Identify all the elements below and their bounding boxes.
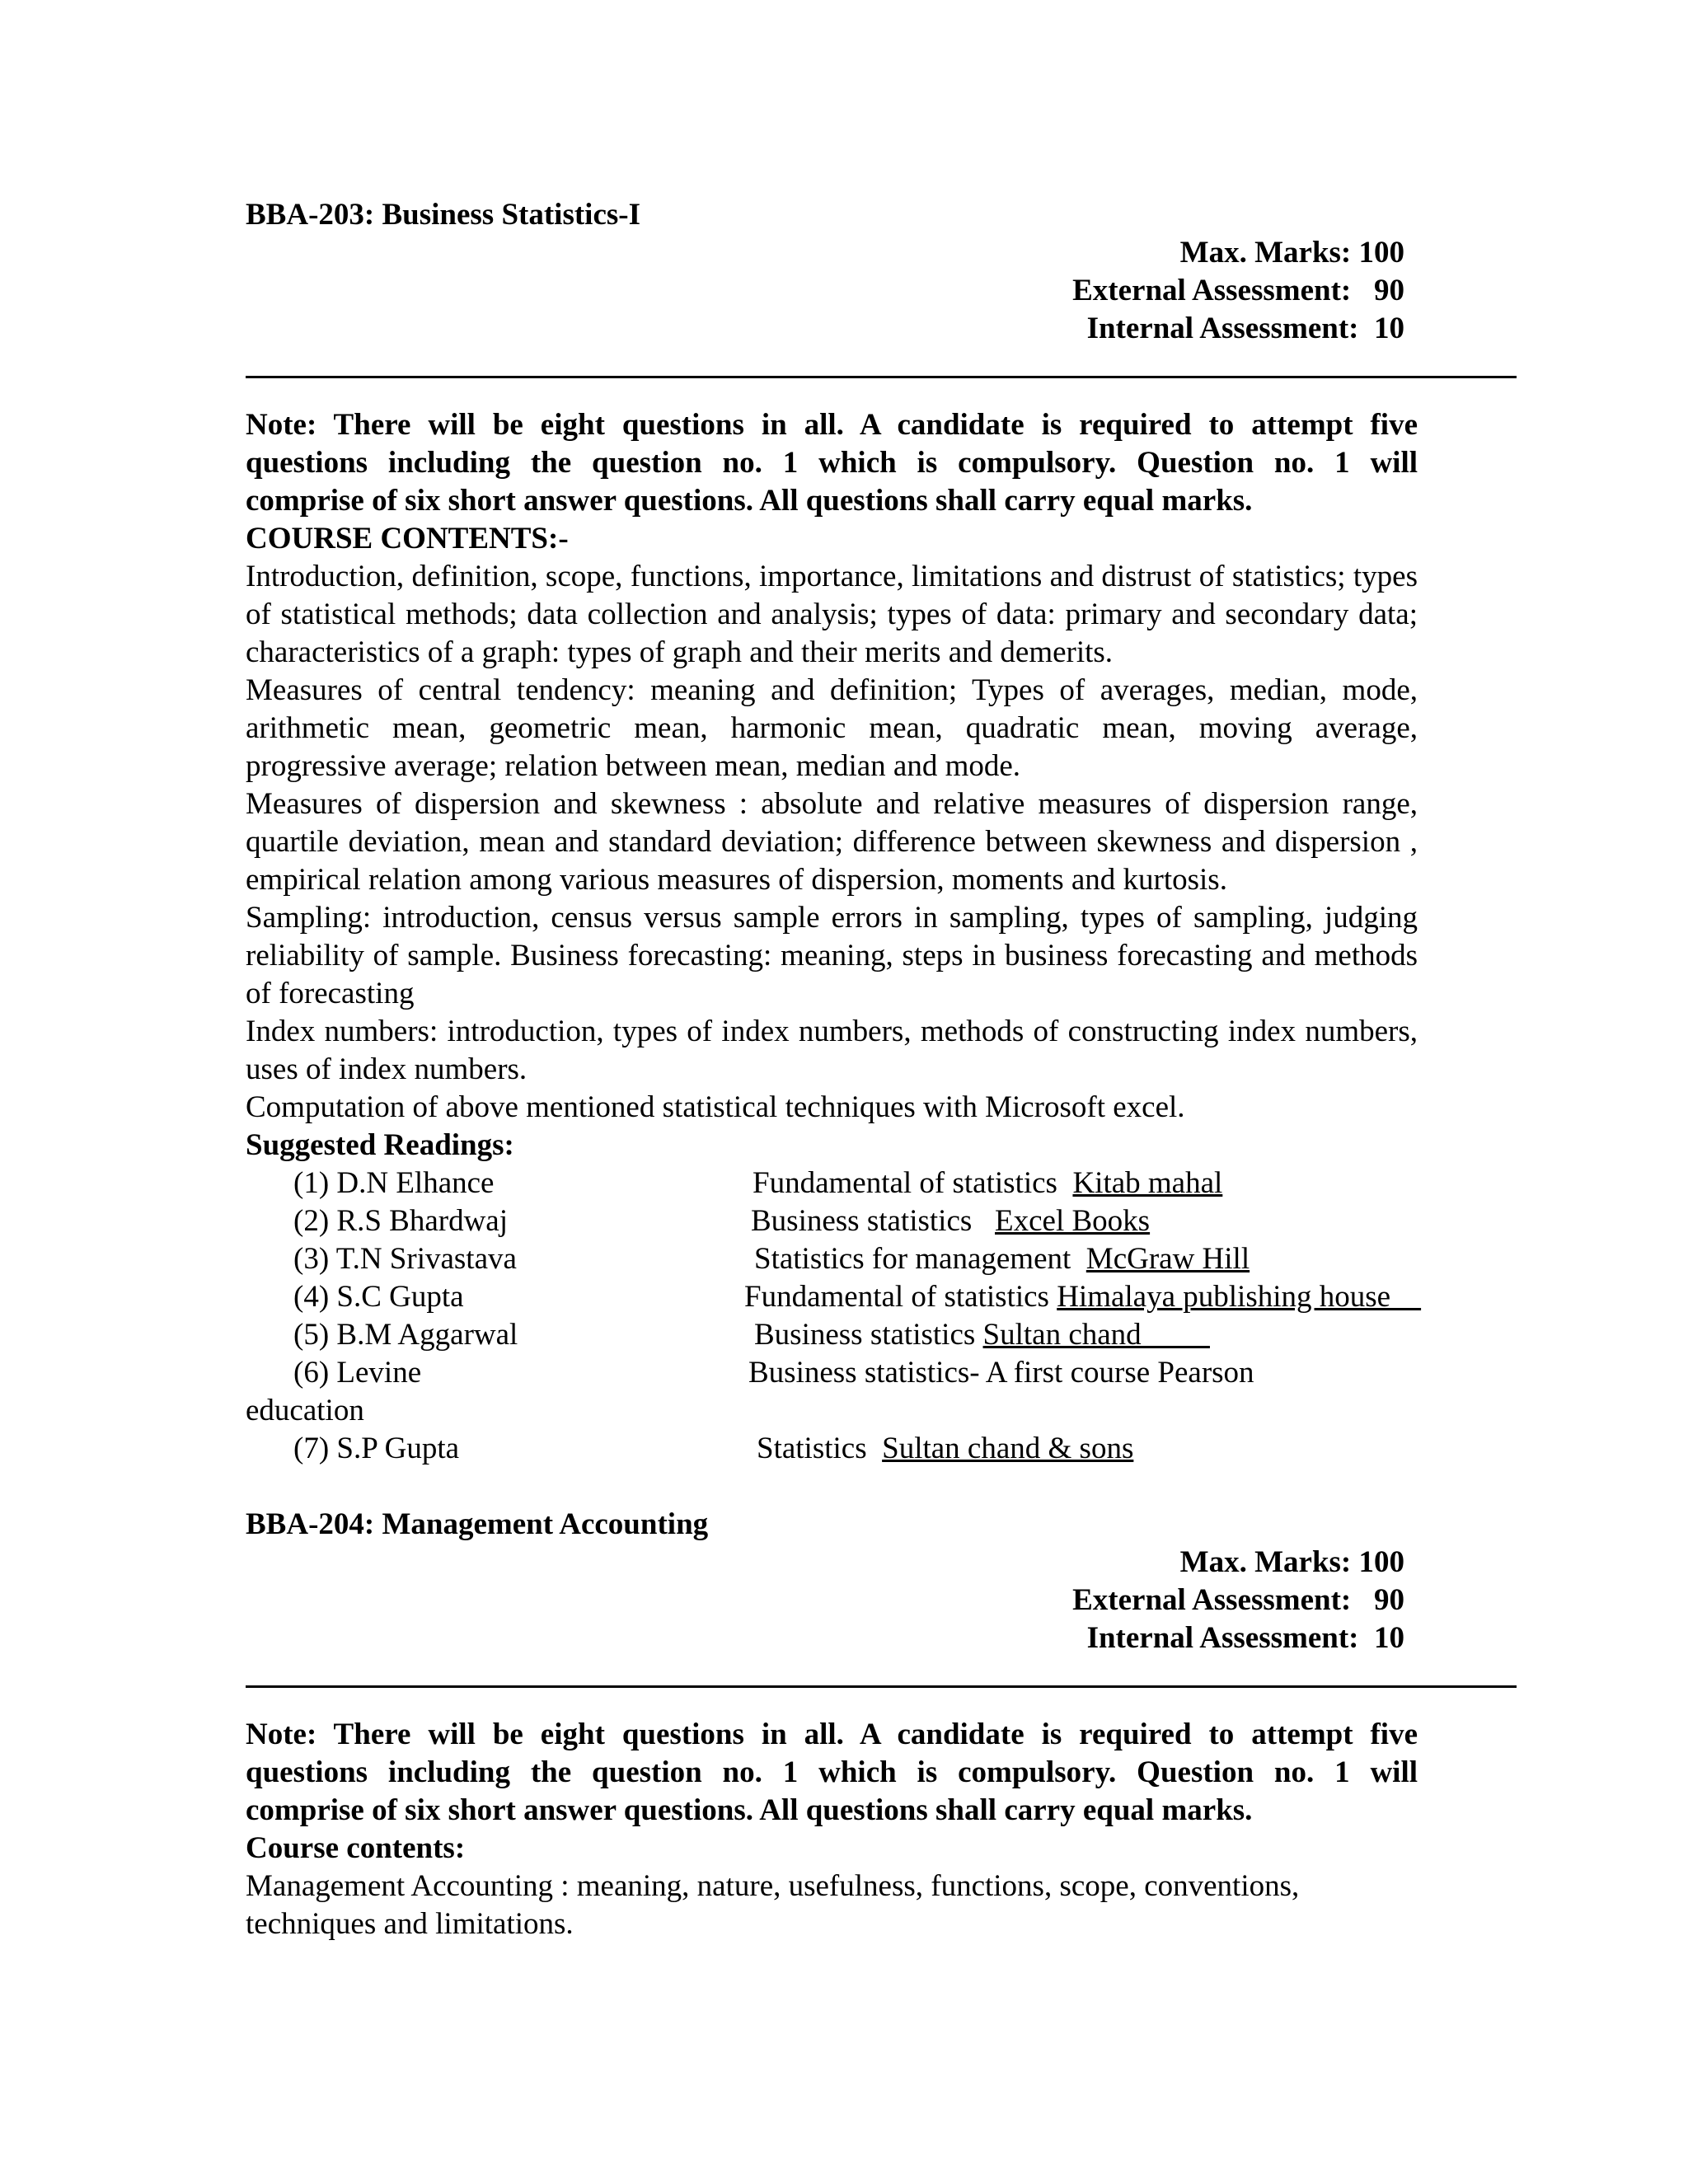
reading-title: Business statistics [751, 1204, 996, 1238]
reading-title: Fundamental of statistics [753, 1166, 1073, 1200]
note-line: Note: There will be eight questions in all. A candidate is required to attempt five [246, 408, 1418, 442]
reading-author: (7) S.P Gupta [293, 1432, 460, 1465]
note-line: comprise of six short answer questions. All questions shall carry equal marks. [246, 484, 1253, 518]
reading-item [246, 1430, 1515, 1468]
reading-book [751, 1202, 1150, 1240]
reading-author: (6) Levine [293, 1356, 422, 1390]
readings-heading: Suggested Readings: [246, 1128, 514, 1162]
reading-author: (1) D.N Elhance [293, 1166, 495, 1200]
internal-assessment: Internal Assessment: 10 [1086, 312, 1404, 345]
contents-paragraph: Measures of central tendency: meaning and definition; Types of averages, median, mode, arithmetic mean, geometric mean, harmonic mean, quadratic mean, moving average, progressive average; relation between mean, median and mode. [246, 673, 1418, 783]
note-block [246, 406, 1418, 520]
reading-author: (2) R.S Bhardwaj [293, 1204, 508, 1238]
section-spacer [246, 1468, 1515, 1506]
reading-item [246, 1165, 1515, 1202]
horizontal-divider [246, 376, 1517, 378]
note-line: Note: There will be eight questions in all. A candidate is required to attempt five [246, 1718, 1418, 1751]
external-assessment: External Assessment: 90 [1072, 1583, 1404, 1617]
reading-author: (5) B.M Aggarwal [293, 1318, 518, 1352]
reading-item [246, 1278, 1515, 1316]
course-title: BBA-204: Management Accounting [246, 1507, 709, 1541]
external-assessment: External Assessment: 90 [1072, 274, 1404, 307]
course-title: BBA-203: Business Statistics-I [246, 198, 640, 232]
reading-title: Fundamental of statistics [744, 1280, 1057, 1314]
reading-author: (3) T.N Srivastava [293, 1242, 517, 1276]
reading-item [246, 1240, 1515, 1278]
internal-assessment: Internal Assessment: 10 [1086, 1621, 1404, 1655]
note-block [246, 1716, 1418, 1830]
reading-publisher: Sultan chand [982, 1318, 1210, 1352]
note-line: questions including the question no. 1 which is compulsory. Question no. 1 will [246, 446, 1418, 480]
reading-author: (4) S.C Gupta [293, 1280, 464, 1314]
reading-title: Statistics [757, 1432, 883, 1465]
marks-block [246, 1544, 1404, 1657]
reading-book [754, 1240, 1250, 1278]
document-page [246, 196, 1515, 1943]
contents-paragraph: Computation of above mentioned statistical techniques with Microsoft excel. [246, 1090, 1185, 1124]
reading-book [753, 1165, 1222, 1202]
note-line: comprise of six short answer questions. All questions shall carry equal marks. [246, 1793, 1253, 1827]
course-section-bba-204 [246, 1506, 1515, 1943]
horizontal-divider [246, 1685, 1517, 1688]
contents-paragraph: Index numbers: introduction, types of index numbers, methods of constructing index numbers, uses of index numbers. [246, 1015, 1418, 1086]
note-line: questions including the question no. 1 which is compulsory. Question no. 1 will [246, 1755, 1418, 1789]
reading-item [246, 1202, 1515, 1240]
reading-book [757, 1430, 1133, 1468]
readings-list [246, 1165, 1515, 1468]
course-contents [246, 1868, 1418, 1943]
contents-heading: COURSE CONTENTS:- [246, 522, 569, 555]
contents-paragraph: Management Accounting : meaning, nature, usefulness, functions, scope, conventions, techniques and limitations. [246, 1869, 1300, 1941]
reading-item [246, 1316, 1515, 1354]
reading-publisher: McGraw Hill [1085, 1242, 1250, 1276]
marks-block [246, 234, 1404, 348]
reading-title: Statistics for management [754, 1242, 1086, 1276]
reading-publisher: Sultan chand & sons [882, 1432, 1134, 1465]
reading-title: Business statistics [754, 1318, 983, 1352]
course-section-bba-203 [246, 196, 1515, 1468]
max-marks: Max. Marks: 100 [1179, 236, 1404, 269]
reading-title: Business statistics- A first course Pearson [748, 1356, 1254, 1390]
max-marks: Max. Marks: 100 [1179, 1545, 1404, 1579]
reading-item [246, 1354, 1515, 1392]
reading-publisher: Kitab mahal [1072, 1166, 1223, 1200]
reading-wrap-text: education [246, 1394, 364, 1427]
contents-paragraph: Introduction, definition, scope, functions, importance, limitations and distrust of statistics; types of statistical methods; data collection and analysis; types of data: primary and secondary data; characteristics of a graph: types of graph and their merits and demerits. [246, 560, 1418, 669]
reading-book [748, 1354, 1254, 1392]
contents-paragraph: Sampling: introduction, census versus sample errors in sampling, types of sampling, judging reliability of sample. Business forecasting: meaning, steps in business forecasting and methods of forecasting [246, 901, 1418, 1010]
course-contents [246, 558, 1418, 1127]
contents-heading: Course contents: [246, 1831, 466, 1865]
reading-book [754, 1316, 1210, 1354]
contents-paragraph: Measures of dispersion and skewness : absolute and relative measures of dispersion range, quartile deviation, mean and standard deviation; difference between skewness and dispersion , empirical relation among various measures of dispersion, moments and kurtosis. [246, 787, 1418, 897]
reading-publisher: Excel Books [995, 1204, 1151, 1238]
reading-publisher: Himalaya publishing house [1057, 1280, 1422, 1314]
reading-book [744, 1278, 1421, 1316]
